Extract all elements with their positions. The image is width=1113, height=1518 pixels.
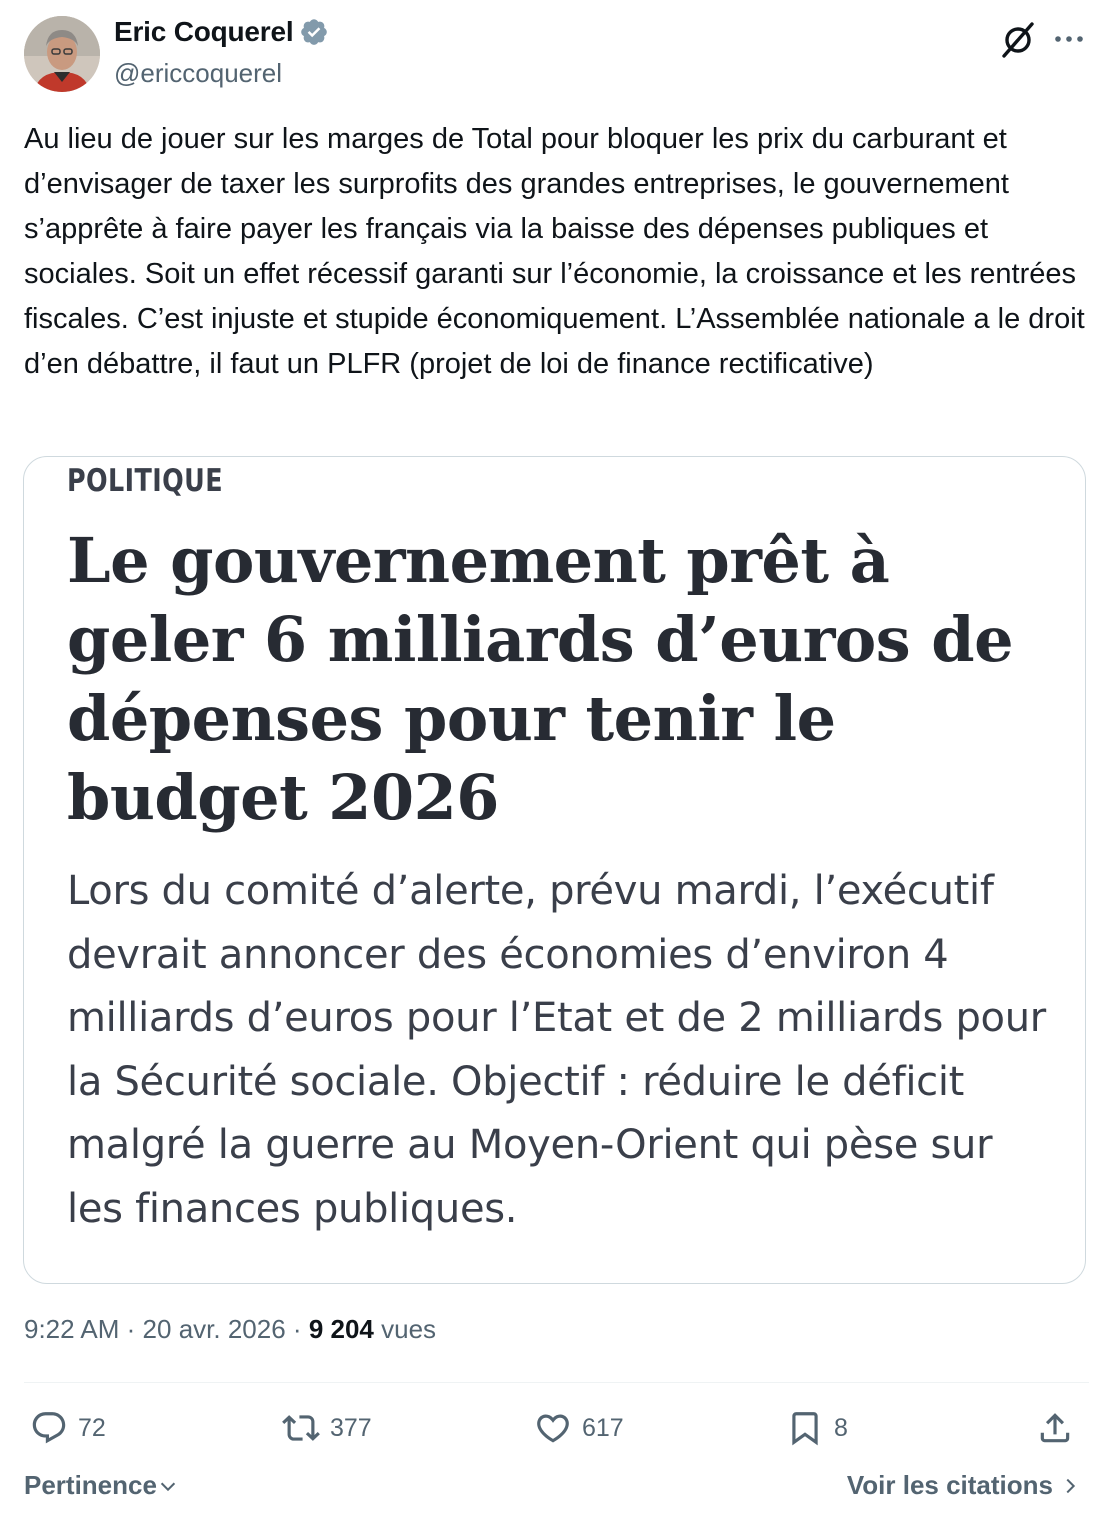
meta-separator: · (126, 1314, 136, 1344)
share-icon (1036, 1409, 1074, 1447)
article-headline: Le gouvernement prêt à geler 6 milliards d’euros de dépenses pour tenir le budget 2026 (67, 524, 1014, 834)
author-name-row[interactable] (114, 16, 329, 48)
grok-icon[interactable] (998, 20, 1038, 60)
more-icon[interactable] (1048, 18, 1090, 60)
sort-label: Pertinence (24, 1470, 157, 1500)
repost-icon (282, 1409, 320, 1447)
bookmark-icon (786, 1409, 824, 1447)
chevron-right-icon (1059, 1475, 1081, 1497)
repost-count: 377 (330, 1413, 372, 1442)
reply-icon (30, 1409, 68, 1447)
bookmark-button[interactable] (786, 1402, 848, 1454)
article-section-label: POLITIQUE (67, 463, 224, 499)
cropped-text-remnant (67, 1275, 387, 1281)
reply-button[interactable] (30, 1402, 106, 1454)
heart-icon (534, 1409, 572, 1447)
tweet-text: Au lieu de jouer sur les marges de Total pour bloquer les prix du carburant et d’envisager de taxer les surprofits des grandes entreprises, le gouvernement s’apprête à faire payer les français via la baisse des dépenses publiques et sociales. Soit un effet récessif garanti sur l’économie, la croissance et les rentrées fiscales. C’est injuste et stupide économiquement. L’Assemblée nationale a le droit d’en débattre, il faut un PLFR (projet de loi de finance rectificative) (24, 123, 1085, 380)
divider (24, 1382, 1089, 1383)
like-count: 617 (582, 1413, 624, 1442)
views-label: vues (381, 1314, 437, 1344)
repost-button[interactable] (282, 1402, 372, 1454)
tweet-time[interactable]: 9:22 AM (24, 1314, 120, 1344)
share-button[interactable] (1036, 1402, 1074, 1454)
author-display-name[interactable]: Eric Coquerel (114, 16, 294, 47)
author-handle[interactable]: @ericcoquerel (114, 58, 283, 88)
tweet-meta (24, 1314, 436, 1345)
verified-badge-icon (299, 17, 329, 47)
views-count: 9 204 (308, 1314, 374, 1344)
avatar[interactable] (24, 16, 100, 92)
like-button[interactable] (534, 1402, 624, 1454)
chevron-down-icon (157, 1475, 179, 1497)
tweet-date[interactable]: 20 avr. 2026 (142, 1314, 286, 1344)
article-standfirst: Lors du comité d’alerte, prévu mardi, l’exécutif devrait annoncer des économies d’environ 4 milliards d’euros pour l’Etat et de 2 milliards pour la Sécurité sociale. Objectif : réduire le déficit malgré la guerre au Moyen-Orient qui pèse sur les finances publiques. (67, 868, 1046, 1232)
avatar-image (24, 16, 100, 92)
view-quotes-link[interactable] (847, 1470, 1081, 1501)
sort-dropdown[interactable] (24, 1470, 179, 1501)
view-quotes-label: Voir les citations (846, 1470, 1053, 1500)
media-image[interactable] (23, 456, 1086, 1284)
bookmark-count: 8 (834, 1413, 848, 1442)
reply-count: 72 (78, 1413, 106, 1442)
meta-separator: · (292, 1314, 302, 1344)
